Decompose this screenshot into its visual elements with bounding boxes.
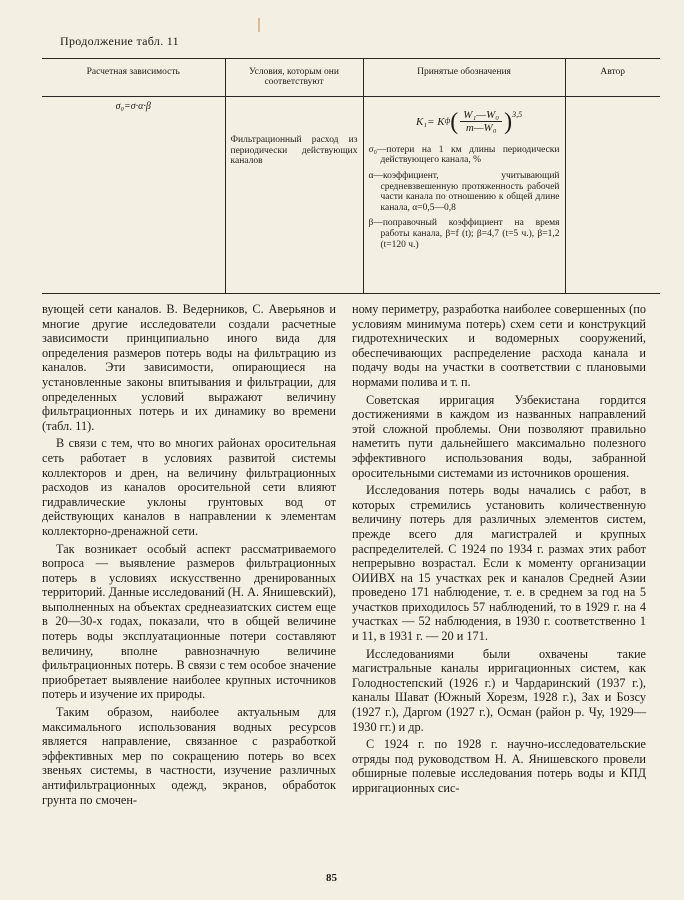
- fraction: [460, 109, 502, 135]
- table-header-row: [42, 59, 660, 97]
- formula-cell: σ₀=σ·α·β: [42, 97, 225, 294]
- ink-mark: [258, 18, 260, 32]
- table-row: [42, 97, 660, 294]
- header-author: Автор: [565, 59, 660, 97]
- paragraph: Так возникает особый аспект рассматриваемого вопроса — выявление размеров фильтрационных потерь в условиях искусственно дренированных территорий. Данные исследований (Н. А. Янишевский), выполненных на объектах среднеазиатских систем еще в 20—30-х годах, показали, что в общей величине потерь воды эксплуатационные потери составляют величину, вполне равнозначную величине фильтрационных потерь. В связи с тем особое значение приобретает выявление наиболее крупных источников потерь и изучение их природы.: [42, 541, 336, 702]
- definition-item: α—коэффициент, учитывающий средневзвешенную протяженность рабочей части канала по отношению к общей длине канала, α=0,5—0,8: [368, 170, 560, 213]
- paragraph: В связи с тем, что во многих районах оросительная сеть работает в условиях развитой системы коллекторов и дрен, на величину фильтрационных расходов из каналов оросительной сети влияют гидравлические уклоны грунтовых вод от действующих каналов в направлении к элементам коллекторно-дренажной сети.: [42, 436, 336, 538]
- right-column: [352, 302, 646, 799]
- data-table: [42, 58, 660, 294]
- paragraph: Исследованиями были охвачены такие магистральные каналы ирригационных систем, как Голодностепский (1926 г.) и Чардаринский (1937 г.), каналы Шават (Южный Хорезм, 1928 г.), Зах и Бозсу (1927 г.), Даргом (1927 г.), Осман (район р. Чу, 1929—1930 гг.) и др.: [352, 646, 646, 734]
- definition-item: β—поправочный коэффициент на время работы канала, β=f (t); β=4,7 (t=5 ч.), β=1,2 (t=120 ч.): [368, 218, 560, 250]
- page-number: 85: [326, 872, 337, 884]
- paragraph: Таким образом, наиболее актуальным для максимального использования водных ресурсов является направление, связанное с разработкой эффективных мер по сокращению потерь во всех звеньях системы, в частности, изучение различных антифильтрационных одежд, экранов, обработок грунта по смочен-: [42, 705, 336, 807]
- header-notation: Принятые обозначения: [363, 59, 565, 97]
- definition-item: σ₀—потери на 1 км длины периодически действующего канала, %: [368, 144, 560, 166]
- fraction-denominator: m—W₀: [465, 122, 497, 135]
- k-formula-sub: ф: [444, 116, 451, 126]
- left-column: [42, 302, 336, 810]
- conditions-cell: Фильтрационный расход из периодически действующих каналов: [225, 97, 363, 294]
- header-formula: Расчетная зависимость: [42, 59, 225, 97]
- k-formula: [379, 109, 560, 135]
- notation-cell: [363, 97, 565, 294]
- table-caption: Продолжение табл. 11: [60, 34, 179, 48]
- k-formula-lhs: K₁= K: [415, 115, 445, 128]
- paren-close: ): [504, 108, 513, 135]
- paragraph: вующей сети каналов. В. Ведерников, С. Аверьянов и многие другие исследователи создали расчетные зависимости принципиально иного вида для определения размеров потерь воды на фильтрацию из каналов. Эти зависимости, опирающиеся на установленные законы впитывания и фильтрации, для определенных условий выражают величину фильтрационных потерь и их динамику во времени (табл. 11).: [42, 302, 336, 433]
- author-cell: [565, 97, 660, 294]
- paragraph: ному периметру, разработка наиболее совершенных (по условиям минимума потерь) схем сети и конструкций гидротехнических и водомерных сооружений, обеспечивающих распределение расхода канала и подачу воды на участки в соответствии с плановыми нормами полива и т. п.: [352, 302, 646, 389]
- paragraph: С 1924 г. по 1928 г. научно-исследовательские отряды под руководством Н. А. Янишевского провели обширные полевые исследования потерь воды и КПД ирригационных сис-: [352, 737, 646, 795]
- paragraph: Исследования потерь воды начались с работ, в которых стремились установить количественную величину потерь для различных элементов систем, прежде всего для магистралей и крупных распределителей. С 1924 по 1934 г. размах этих работ непрерывно возрастал. Если к моменту организации ОИИВХ на 15 участках рек и каналов Средней Азии проведено 171 наблюдение, т. е. в среднем за год на 5 участков приходилось 57 наблюдений, то в 1929 г. на 4 участках — 52 наблюдения, в 1930 г. соответственно 1 и 11, в 1931 г. — 20 и 171.: [352, 483, 646, 644]
- paragraph: Советская ирригация Узбекистана гордится достижениями в каждом из названных направлений этой сложной проблемы. Они позволяют правильно наметить пути дальнейшего максимально полезного эффективного использования воды, забранной оросительными системами из источников орошения.: [352, 392, 646, 480]
- header-conditions: Условия, которым они соответствуют: [225, 59, 363, 97]
- paren-open: (: [450, 108, 459, 135]
- fraction-numerator: W₁—W₀: [460, 109, 502, 122]
- k-formula-exponent: 3,5: [512, 110, 523, 119]
